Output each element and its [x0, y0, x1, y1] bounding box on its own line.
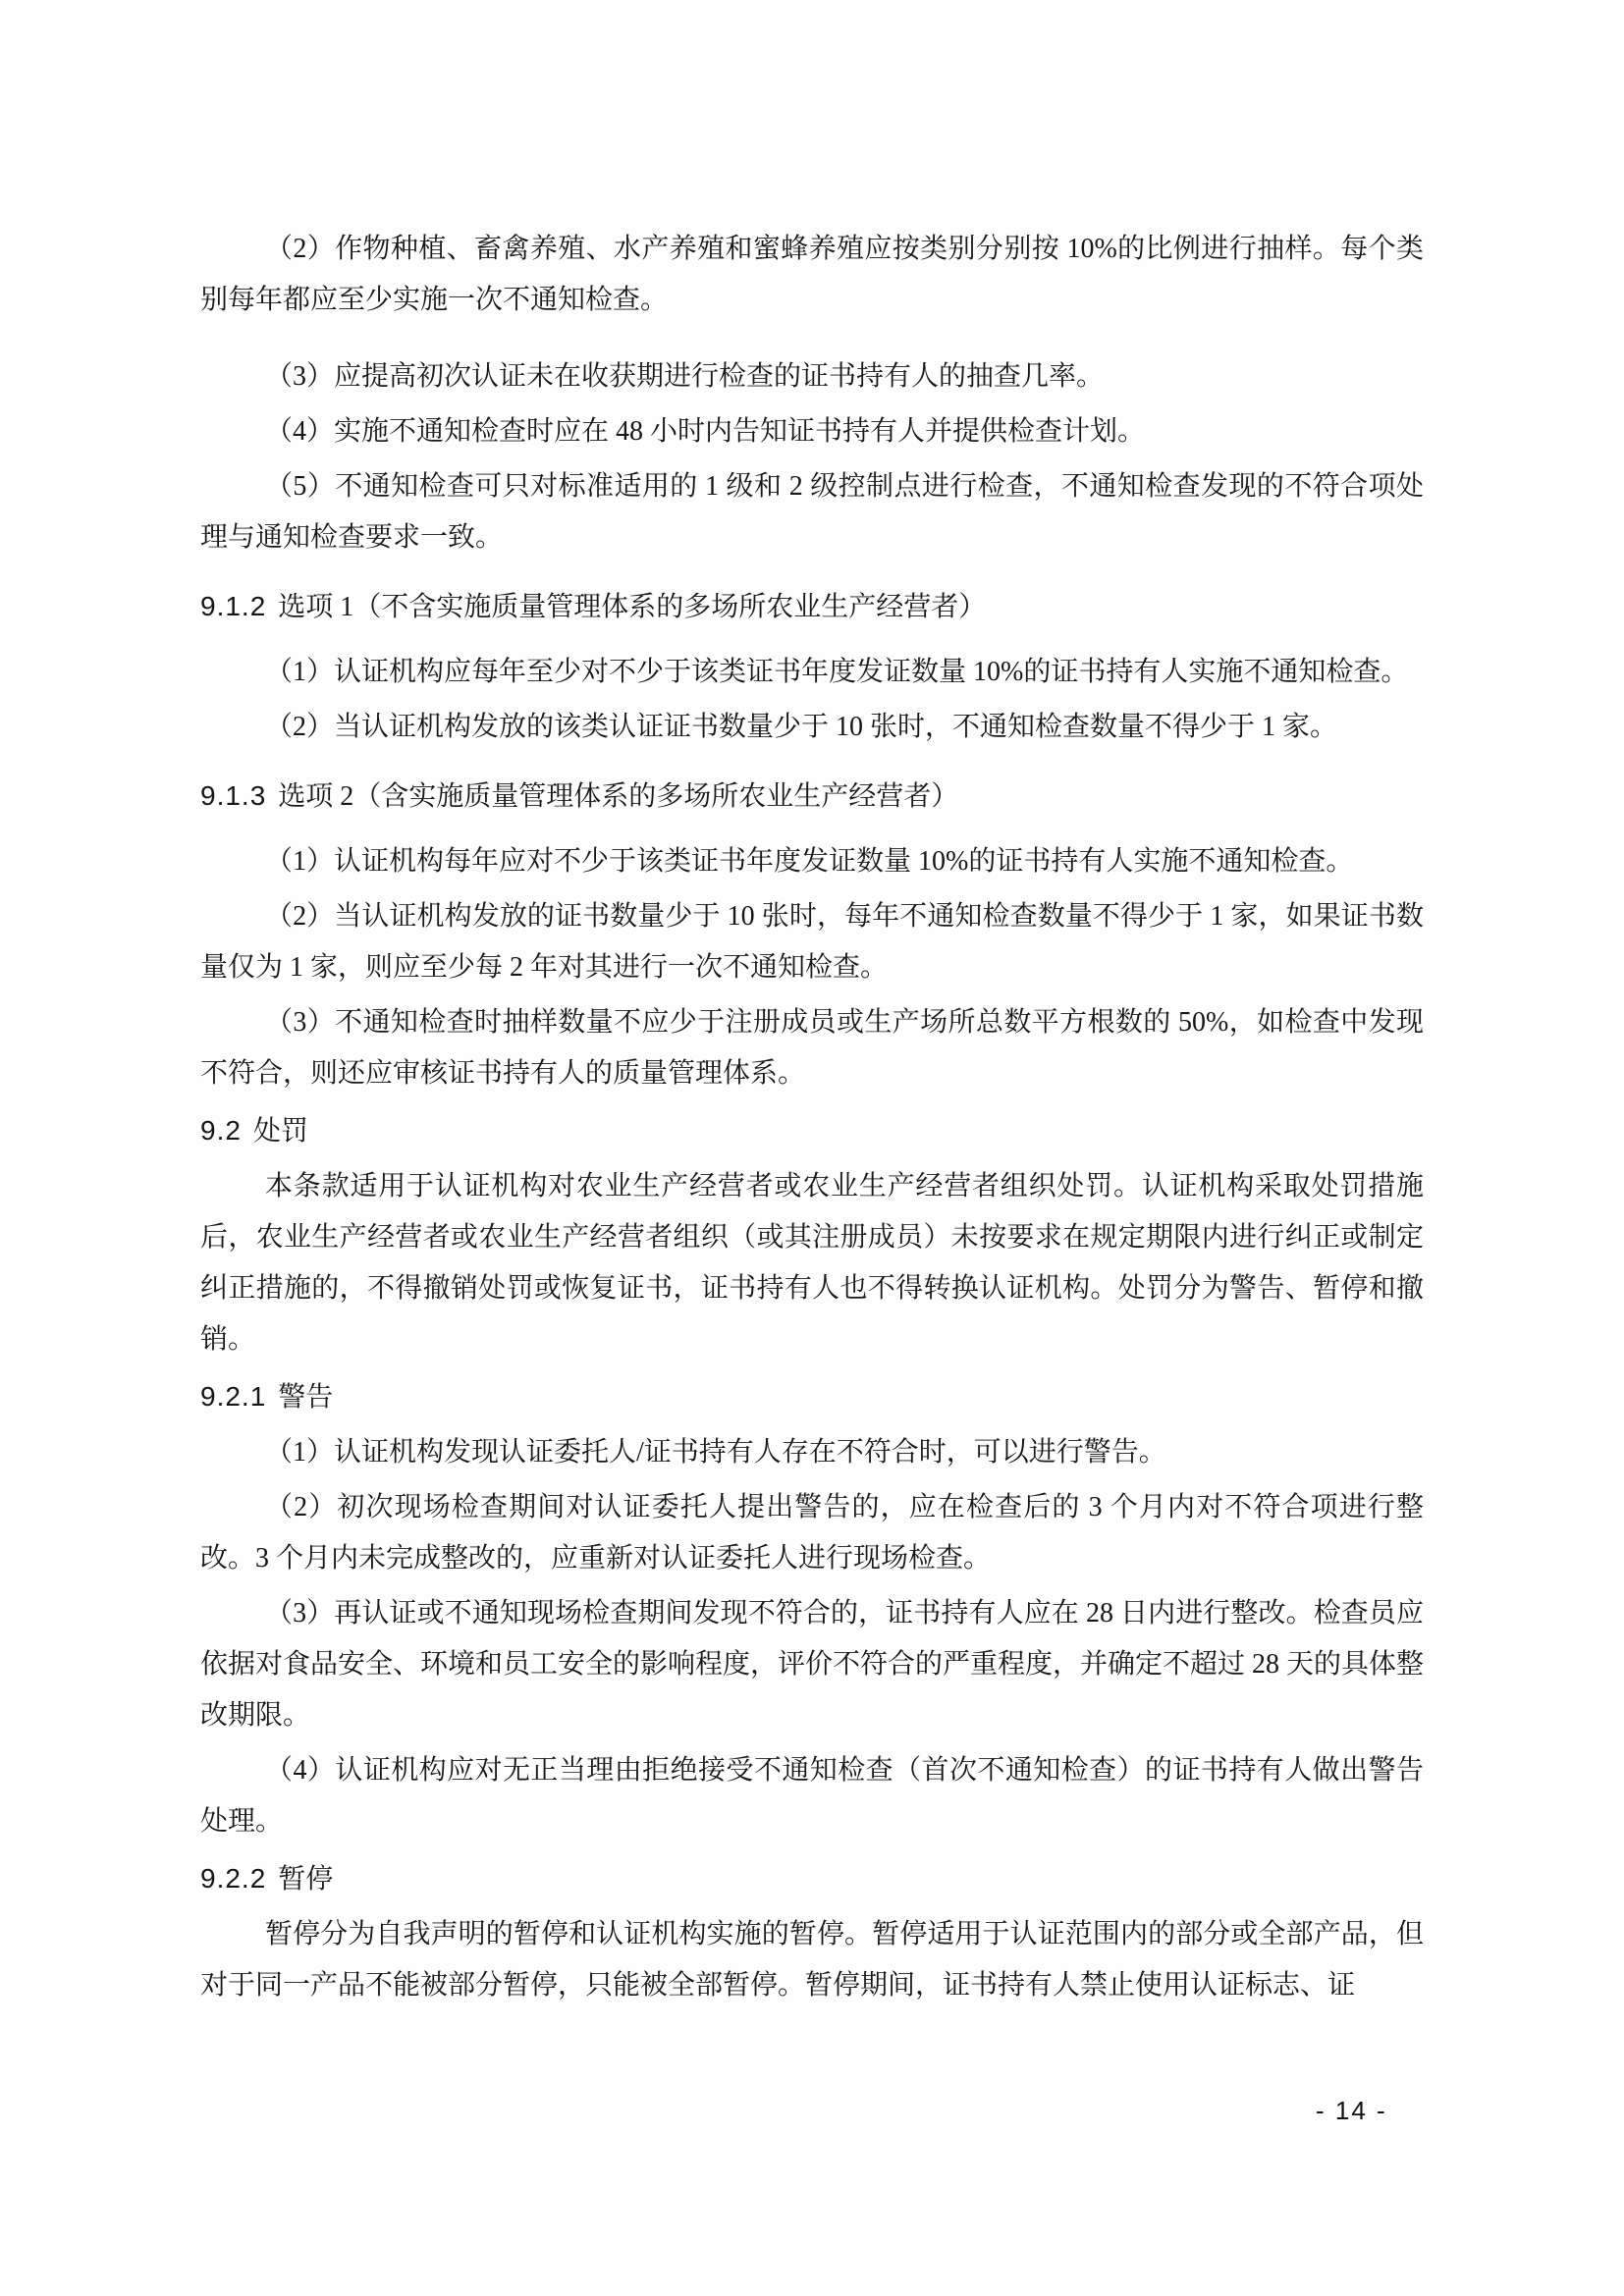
section-title: 选项 1（不含实施质量管理体系的多场所农业生产经营者）: [278, 592, 987, 622]
section-heading-9-2-1: [200, 1371, 1424, 1423]
paragraph-9-2-2-intro: 暂停分为自我声明的暂停和认证机构实施的暂停。暂停适用于认证范围内的部分或全部产品，但对于同一产品不能被部分暂停，只能被全部暂停。暂停期间，证书持有人禁止使用认证标志、证: [200, 1919, 1424, 2001]
paragraph-9-1-3-item-3: （3）不通知检查时抽样数量不应少于注册成员或生产场所总数平方根数的 50%，如检查中发现不符合，则还应审核证书持有人的质量管理体系。: [200, 1007, 1424, 1089]
section-number: 9.1.3: [200, 780, 267, 811]
paragraph-9-2-1-item-1: （1）认证机构发现认证委托人/证书持有人存在不符合时，可以进行警告。: [265, 1437, 1166, 1468]
paragraph-9-1-3-item-2: （2）当认证机构发放的证书数量少于 10 张时，每年不通知检查数量不得少于 1 家，如果证书数量仅为 1 家，则应至少每 2 年对其进行一次不通知检查。: [200, 901, 1424, 983]
paragraph-9-1-2-item-1: （1）认证机构应每年至少对不少于该类证书年度发证数量 10%的证书持有人实施不通知检查。: [265, 657, 1409, 687]
section-number: 9.2: [200, 1115, 242, 1146]
section-heading-9-1-3: [200, 771, 1424, 823]
paragraph-9-1-3-item-1: （1）认证机构每年应对不少于该类证书年度发证数量 10%的证书持有人实施不通知检查。: [265, 846, 1354, 877]
section-heading-9-2-2: [200, 1853, 1424, 1905]
section-title: 警告: [278, 1382, 334, 1413]
section-heading-9-2: [200, 1105, 1424, 1157]
paragraph-9-2-1-item-3: （3）再认证或不通知现场检查期间发现不符合的，证书持有人应在 28 日内进行整改。检查员应依据对食品安全、环境和员工安全的影响程度，评价不符合的严重程度，并确定不超过 28 天的具体整改期限。: [200, 1598, 1425, 1731]
paragraph-item-3-spot-check: （3）应提高初次认证未在收获期进行检查的证书持有人的抽查几率。: [265, 361, 1105, 392]
document-body: [200, 224, 1424, 2015]
section-title: 暂停: [278, 1864, 334, 1895]
paragraph-9-1-2-item-2: （2）当认证机构发放的该类认证证书数量少于 10 张时，不通知检查数量不得少于 1 家。: [265, 712, 1338, 742]
section-number: 9.1.2: [200, 591, 267, 621]
page-number: - 14 -: [1316, 2096, 1387, 2125]
paragraph-9-2-1-item-2: （2）初次现场检查期间对认证委托人提出警告的，应在检查后的 3 个月内对不符合项进行整改。3 个月内未完成整改的，应重新对认证委托人进行现场检查。: [200, 1492, 1424, 1574]
section-heading-9-1-2: [200, 581, 1424, 633]
paragraph-9-2-1-item-4: （4）认证机构应对无正当理由拒绝接受不通知检查（首次不通知检查）的证书持有人做出警告处理。: [200, 1755, 1424, 1837]
section-number: 9.2.2: [200, 1863, 267, 1894]
section-title: 选项 2（含实施质量管理体系的多场所农业生产经营者）: [278, 781, 959, 812]
section-title: 处罚: [252, 1116, 308, 1147]
paragraph-item-2-sampling: （2）作物种植、畜禽养殖、水产养殖和蜜蜂养殖应按类别分别按 10%的比例进行抽样。每个类别每年都应至少实施一次不通知检查。: [200, 234, 1424, 315]
section-number: 9.2.1: [200, 1381, 267, 1412]
paragraph-item-4-48h-notice: （4）实施不通知检查时应在 48 小时内告知证书持有人并提供检查计划。: [265, 416, 1146, 447]
paragraph-9-2-intro: 本条款适用于认证机构对农业生产经营者或农业生产经营者组织处罚。认证机构采取处罚措施后，农业生产经营者或农业生产经营者组织（或其注册成员）未按要求在规定期限内进行纠正或制定纠正措施的，不得撤销处罚或恢复证书，证书持有人也不得转换认证机构。处罚分为警告、暂停和撤销。: [200, 1171, 1424, 1355]
paragraph-item-5-control-points: （5）不通知检查可只对标准适用的 1 级和 2 级控制点进行检查，不通知检查发现的不符合项处理与通知检查要求一致。: [200, 471, 1424, 553]
